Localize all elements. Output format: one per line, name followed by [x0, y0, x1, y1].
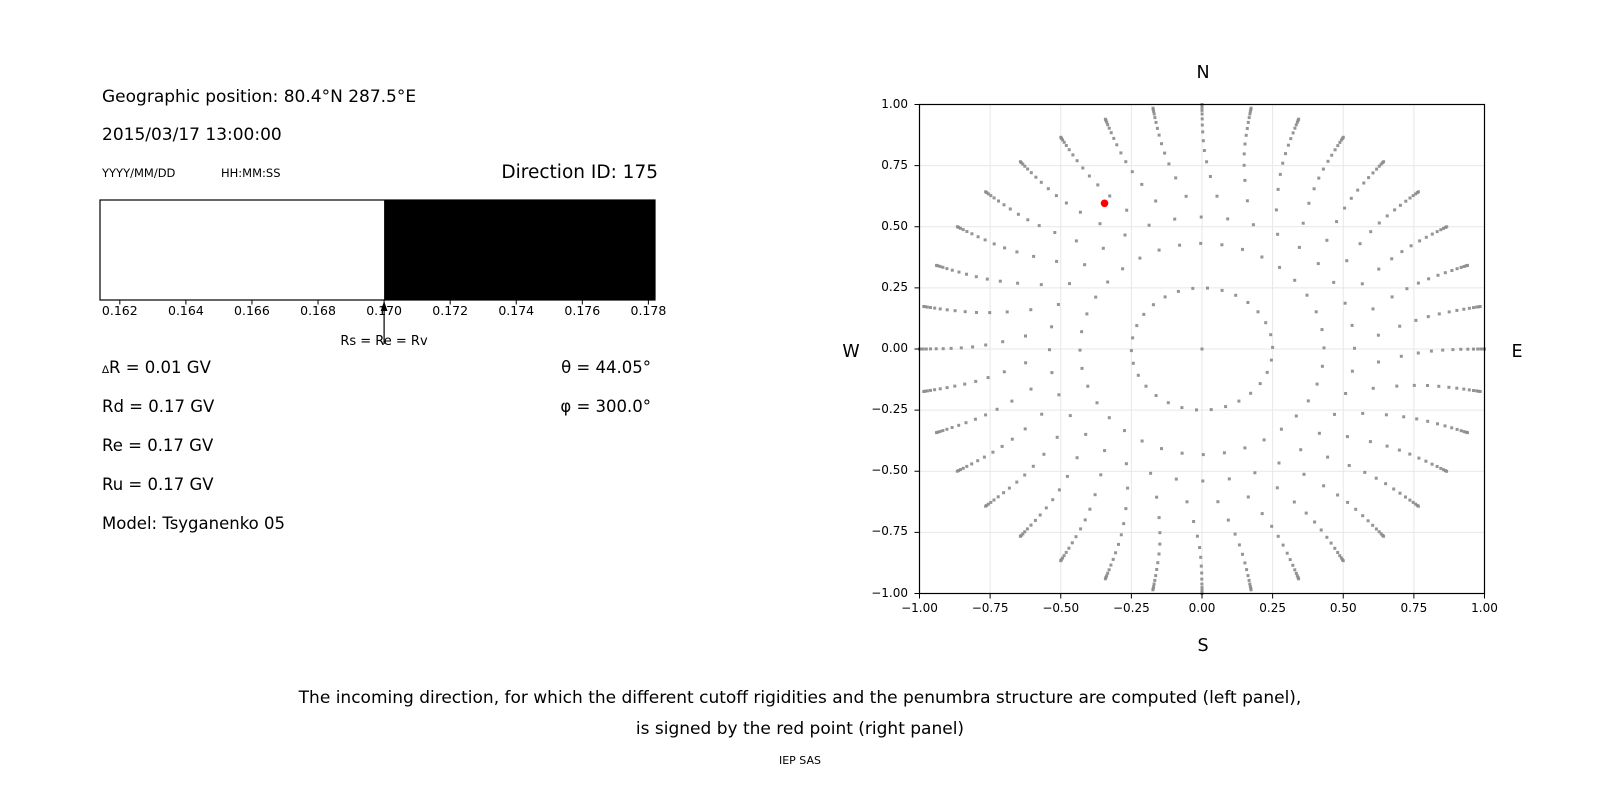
compass-east-label: E [1511, 342, 1523, 362]
compass-north-label: N [1196, 63, 1210, 83]
date-format-label: YYYY/MM/DD [102, 166, 176, 180]
param-line: Rd = 0.17 GV [102, 397, 215, 416]
phi-text: φ = 300.0° [560, 397, 651, 416]
penumbra-tick-label: 0.162 [101, 303, 138, 318]
penumbra-tick-label: 0.164 [167, 303, 204, 318]
y-tick-label: −0.50 [871, 463, 908, 478]
y-tick-label: 0.75 [881, 157, 908, 172]
x-tick-label: −0.50 [1042, 601, 1080, 615]
selected-direction-point [1101, 199, 1109, 207]
x-tick-label: 0.75 [1400, 601, 1428, 615]
param-line: Ru = 0.17 GV [102, 475, 214, 494]
param-line: Model: Tsyganenko 05 [102, 514, 286, 533]
penumbra-tick-label: 0.166 [234, 303, 270, 318]
penumbra-tick-label: 0.176 [564, 303, 601, 318]
penumbra-plot [100, 200, 655, 344]
caption-line-1: The incoming direction, for which the different cutoff rigidities and the penumbra structure are computed (left panel), [298, 688, 1302, 708]
penumbra-tick-label: 0.174 [498, 303, 535, 318]
y-tick-label: 0.00 [881, 341, 908, 355]
x-tick-label: 0.25 [1259, 601, 1286, 615]
y-tick-label: −1.00 [871, 585, 908, 600]
direction-map-plot [915, 103, 1487, 599]
time-format-label: HH:MM:SS [221, 166, 281, 180]
direction-id-text: Direction ID: 175 [501, 162, 658, 183]
x-tick-label: 0.50 [1329, 601, 1357, 615]
x-tick-label: −1.00 [901, 601, 938, 615]
credit-text: IEP SAS [778, 754, 822, 767]
caption-line-2: is signed by the red point (right panel) [635, 719, 965, 739]
y-tick-label: −0.75 [871, 524, 908, 539]
geo-position-text: Geographic position: 80.4°N 287.5°E [102, 87, 417, 107]
penumbra-tick-label: 0.178 [630, 303, 667, 318]
penumbra-tick-label: 0.168 [300, 303, 336, 318]
x-tick-label: −0.25 [1112, 601, 1150, 615]
y-tick-label: 0.50 [881, 218, 908, 233]
y-tick-label: 0.25 [881, 279, 908, 294]
theta-text: θ = 44.05° [561, 358, 651, 377]
y-tick-label: 1.00 [881, 96, 908, 111]
compass-west-label: W [842, 342, 860, 362]
penumbra-tick-label: 0.170 [366, 303, 402, 318]
y-tick-label: −0.25 [871, 402, 908, 417]
param-line: ∆R = 0.01 GV [102, 358, 211, 377]
penumbra-tick-label: 0.172 [432, 303, 469, 318]
x-tick-label: 0.00 [1188, 601, 1216, 615]
compass-south-label: S [1197, 636, 1209, 656]
datetime-text: 2015/03/17 13:00:00 [102, 125, 282, 145]
x-tick-label: 1.00 [1471, 601, 1498, 615]
param-line: Re = 0.17 GV [102, 436, 214, 455]
rigidity-arrow-label: Rs = Re = Rv [340, 334, 428, 349]
x-tick-label: −0.75 [971, 601, 1009, 615]
delta-symbol: ∆ [102, 364, 110, 376]
